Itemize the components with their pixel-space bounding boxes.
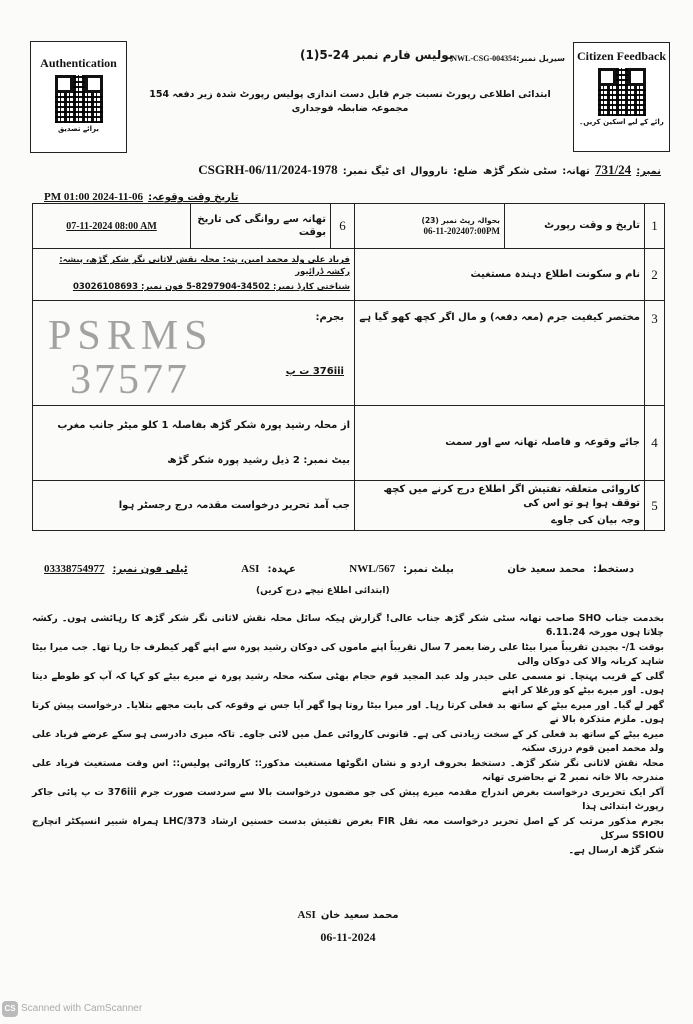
delay-label-line2: وجہ بیان کی جاوے xyxy=(551,515,640,527)
complainant-cell xyxy=(33,249,355,301)
body-line: بوقت 1/- بجیدن تقریباً میرا بیٹا علی رضا بعمر 7 سال تقریباً اپنے ماموں کی دوکان رشید پورہ سے اپنے گھر کیطرف جا رہا تھا۔ جب میرا بیٹا شاہد کریانہ والا کی دوکان والی xyxy=(32,642,664,667)
auth-qr-code-icon[interactable] xyxy=(55,75,103,123)
district-value: نارووال xyxy=(410,166,449,177)
serial-label: سیریل نمبر: xyxy=(516,54,565,63)
belt-value: 567/NWL xyxy=(349,563,396,575)
crime-section: 376iii ت پ xyxy=(285,365,344,377)
camscanner-logo-icon: CS xyxy=(2,1001,18,1017)
feedback-caption: رائے کے لیے اسکین کریں۔ xyxy=(579,118,664,126)
serial-number xyxy=(451,46,565,65)
location-label: جائے وقوعہ و فاصلہ تھانہ سے اور سمت xyxy=(355,406,645,481)
station-value: سٹی شکر گڑھ xyxy=(482,166,558,177)
fir-label: نمبر: xyxy=(636,166,661,177)
serial-value: NWL-CSG-004354 xyxy=(451,54,517,63)
delay-label xyxy=(355,481,645,531)
row-number: 3 xyxy=(645,301,665,406)
crime-label: بجرم: xyxy=(315,312,344,323)
signature-value: محمد سعید خان xyxy=(507,564,586,575)
crime-label-text: مختصر کیفیت جرم (معہ دفعہ) و مال اگر کچھ کھو گیا ہے xyxy=(355,301,645,406)
body-line: گلی کے قریب پہنچا۔ تو مسمی علی حیدر ولد عبد المجید قوم حجام بھٹی سکنہ محلہ رشید پورہ نے میرے بیٹے کو کہا کہ آپ کو طوطے دیتا ہوں۔ اور میرے بیٹے کو ورغلا کر اپنے xyxy=(32,671,664,696)
auth-title: Authentication xyxy=(40,56,117,70)
etag-value: CSGRH-06/11/2024-1978 xyxy=(198,162,338,177)
signature-label: دستخط: xyxy=(593,564,634,575)
fir-info-line xyxy=(198,159,661,178)
officer-phone xyxy=(44,563,188,575)
form-title: پولیس فارم نمبر 24-5(1) xyxy=(300,48,454,62)
body-line: گھر لے گیا۔ اور میرے بیٹے کے ساتھ بد فعلی کرتا رہا۔ اور میرا بیٹا روتا ہوا گھر آیا جس نے وقوعہ کی بابت مجھے بتلایا۔ درخواست پیش کرتا ہوں۔ ملزم متذکرہ بالا نے xyxy=(32,700,664,725)
report-time-cell xyxy=(355,204,505,249)
delay-label-line1: کاروائی متعلقہ تفتیش اگر اطلاع درج کرنے میں کچھ توقف ہوا ہو تو اس کی xyxy=(383,484,640,509)
etag-label: ای ٹیگ نمبر: xyxy=(342,166,406,177)
occurrence-line xyxy=(44,185,238,204)
location-beat: بیٹ نمبر: 2 ذیل رشید پورہ شکر گڑھ xyxy=(167,455,350,466)
psrms-stamp-number: 37577 xyxy=(70,357,190,403)
occurrence-label: تاریخ وقت وقوعہ: xyxy=(148,192,239,203)
departure-time-value: 07-11-2024 08:00 AM xyxy=(33,204,191,249)
report-time-label: تاریخ و وقت رپورٹ xyxy=(505,204,645,249)
row-number: 1 xyxy=(645,204,665,249)
complainant-label: نام و سکونت اطلاع دہندہ مستغیث xyxy=(355,249,645,301)
officer-rank xyxy=(241,563,296,575)
rank-label: عہدہ: xyxy=(267,564,296,575)
signature-name: محمد سعید خان xyxy=(320,910,399,921)
signature-block xyxy=(32,903,664,922)
body-line: بخدمت جناب SHO صاحب تھانہ سٹی شکر گڑھ جناب عالی! گزارش ہیکہ سائل محلہ نقش لاثانی نگر شکر گڑھ کا رہائشی ہوں۔ رکشہ چلاتا ہوں مورخہ 6.11.24 xyxy=(32,613,664,638)
body-line: آکر ایک تحریری درخواست بغرض اندراج مقدمہ میرے پیش کی جو مضمون درخواست بالا سے سردست صورت جرم 376iii ت پ پائی جاکر رپورٹ ابتدائی ہذا xyxy=(32,787,664,812)
row-number: 4 xyxy=(645,406,665,481)
row-location xyxy=(33,406,665,481)
rank-value: ASI xyxy=(241,563,260,575)
psrms-stamp-text: PSRMS xyxy=(48,313,214,359)
officer-signature xyxy=(507,564,634,575)
signature-rank: ASI xyxy=(297,909,316,921)
first-information-note: (ابتدائی اطلاع نیچے درج کریں) xyxy=(256,586,390,596)
district-label: ضلع: xyxy=(453,166,478,177)
body-line: بجرم مذکور مرتب کر کے اصل تحریر درخواست معہ نقل FIR بغرض تفتیش بدست حسنین ارشاد 373/LHC ہمراہ شبیر انسپکٹر انچارج SSIOU سرکل xyxy=(32,816,664,841)
belt-label: بیلٹ نمبر: xyxy=(403,564,454,575)
row-report-time xyxy=(33,204,665,249)
citizen-feedback-qr-box[interactable] xyxy=(573,42,670,152)
complainant-id-phone: شناختی کارڈ نمبر: 34502-8297904-5 فون نمبر: 03026108693 xyxy=(72,282,350,293)
authentication-qr-box[interactable] xyxy=(30,41,127,153)
form-subtitle: ابتدائی اطلاعی رپورٹ نسبت جرم قابل دست اندازی پولیس رپورٹ شدہ زیر دفعہ 154 مجموعہ ضابطہ فوجداری xyxy=(149,89,551,114)
delay-value: جب آمد تحریر درخواست مقدمہ درج رجسٹر ہوا xyxy=(33,481,355,531)
row-number: 6 xyxy=(331,204,355,249)
location-distance: از محلہ رشید پورہ شکر گڑھ بفاصلہ 1 کلو میٹر جانب مغرب xyxy=(57,419,350,431)
body-line: شکر گڑھ ارسال ہے۔ xyxy=(568,845,664,856)
phone-label: ٹیلی فون نمبر: xyxy=(112,564,188,575)
feedback-qr-code-icon[interactable] xyxy=(598,68,646,116)
row-number: 2 xyxy=(645,249,665,301)
row-number: 5 xyxy=(645,481,665,531)
departure-time-label: تھانہ سے روانگی کی تاریخ بوقت xyxy=(191,204,331,249)
body-line: میرے بیٹے کے ساتھ بد فعلی کر کے سخت زیادتی کی ہے۔ قانونی کاروائی عمل میں لائی جاوے۔ تاکہ میری دادرسی ہو سکے عرضے فریاد علی ولد محمد امین قوم درزی سکنہ xyxy=(32,729,664,754)
location-cell xyxy=(33,406,355,481)
row-delay-reason xyxy=(33,481,665,531)
fir-number: 731/24 xyxy=(595,162,632,177)
report-reference: بحوالہ رپٹ نمبر (23) xyxy=(421,215,500,225)
officer-line xyxy=(44,563,634,575)
signature-date: 06-11-2024 xyxy=(320,930,376,944)
body-line: محلہ نقش لاثانی نگر شکر گڑھ۔ دستخط بحروف اردو و نشان انگوٹھا مستغیث مذکور:: کاروائی پولیس:: اس وقت مستغیث فریاد علی مندرجہ بالا خانہ نمبر 2 نے بحاضری تھانہ xyxy=(32,758,664,783)
occurrence-value: 06-11-2024 01:00 PM xyxy=(44,191,144,203)
station-label: تھانہ: xyxy=(562,166,590,177)
auth-caption: برائے تصدیق xyxy=(57,125,100,133)
feedback-title: Citizen Feedback xyxy=(577,49,666,63)
camscanner-watermark: Scanned with CamScanner xyxy=(21,1003,143,1014)
report-time-value: 06-11-202407:00PM xyxy=(423,226,500,237)
phone-value: 03338754977 xyxy=(44,563,105,575)
row-complainant xyxy=(33,249,665,301)
complainant-details: فریاد علی ولد محمد امین، پتہ: محلہ نقش لاثانی نگر شکر گڑھ، پیشہ: رکشہ ڈرائیور xyxy=(59,255,350,277)
statement-body xyxy=(32,612,664,945)
officer-belt xyxy=(349,563,454,575)
